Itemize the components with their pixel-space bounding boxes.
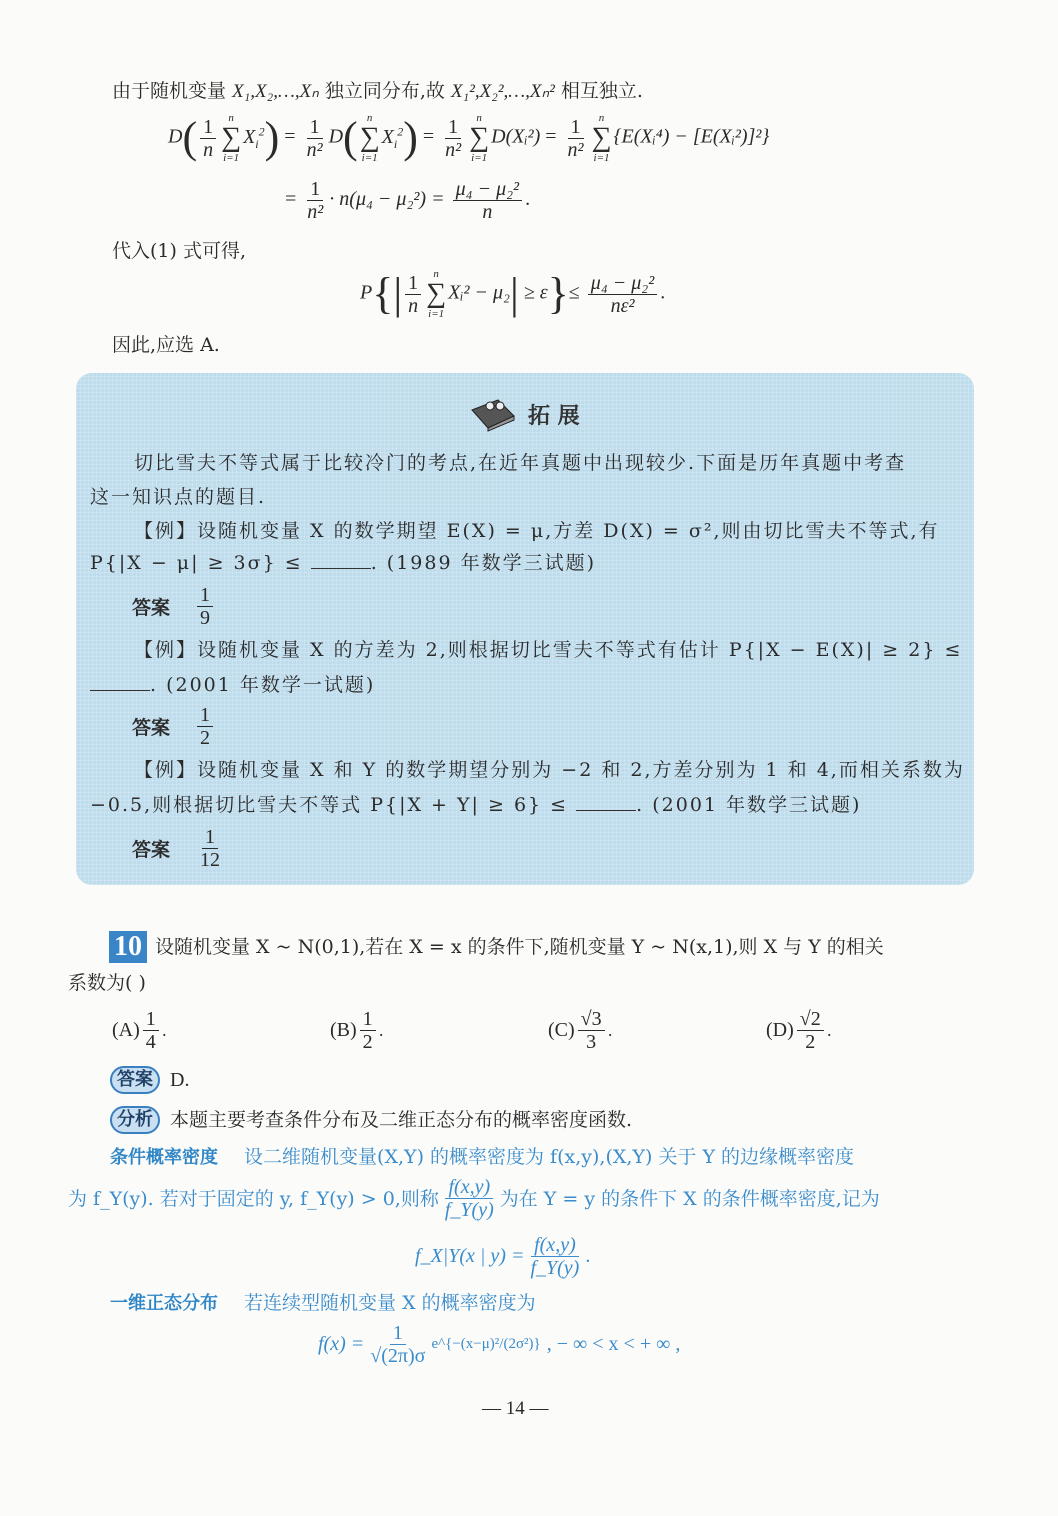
math-sq-vars: X₁²,X₂²,…,Xₙ² xyxy=(450,81,555,102)
text: 为 f_Y(y). 若对于固定的 y, f_Y(y) > 0,则称 xyxy=(68,1187,439,1210)
option-label: (C) xyxy=(548,1019,575,1041)
question-text-line1: 设随机变量 X ~ N(0,1),若在 X = x 的条件下,随机变量 Y ~ N(x,1),则 X 与 Y 的相关 xyxy=(155,936,884,958)
frac-den: 2 xyxy=(805,1031,816,1053)
option-b[interactable]: (B) $\frac{1}{2}$ . xyxy=(330,1008,384,1053)
page-number: — 14 — xyxy=(482,1398,549,1419)
example-3-answer xyxy=(132,826,226,871)
frac-den: f_Y(y) xyxy=(530,1257,580,1279)
text: 设二维随机变量(X,Y) 的概率密度为 f(x,y),(X,Y) 关于 Y 的边缘概率密度 xyxy=(244,1146,855,1168)
answer-row xyxy=(110,1066,189,1094)
example-2-line1: 【例】设随机变量 X 的方差为 2,则根据切比雪夫不等式有估计 P{|X − E(X)| ≥ 2} ≤ xyxy=(134,639,963,661)
question-text-line2: 系数为( ) xyxy=(68,972,146,994)
text: −0.5,则根据切比雪夫不等式 P{|X + Y| ≥ 6} ≤ xyxy=(90,794,569,816)
answer-options xyxy=(112,1008,872,1053)
frac-num: √2 xyxy=(797,1008,824,1031)
text: 若连续型随机变量 X 的概率密度为 xyxy=(244,1292,536,1314)
frac-num: f(x,y) xyxy=(445,1176,493,1199)
text: 独立同分布,故 xyxy=(324,80,445,102)
math-term: ≥ ε xyxy=(523,281,548,304)
answer-blank xyxy=(576,790,636,811)
frac-den: nε² xyxy=(610,294,635,317)
frac-num: 1 xyxy=(360,1008,376,1031)
example-1-line2 xyxy=(90,548,596,576)
answer-blank xyxy=(311,548,371,569)
math-term: f(x) = xyxy=(318,1333,365,1355)
math-term: f_X|Y(x | y) = xyxy=(415,1245,525,1267)
answer-label: 答案 xyxy=(132,839,171,861)
expand-intro-line2: 这一知识点的题目. xyxy=(90,486,267,508)
le-sign: ≤ xyxy=(568,281,580,304)
example-2-line2 xyxy=(90,670,375,698)
substitute-line: 代入(1) 式可得, xyxy=(112,240,246,262)
frac-num: μ₄ − μ₂² xyxy=(453,178,522,201)
frac-num: 1 xyxy=(197,704,213,727)
math-vars: X₁,X₂,…,Xₙ xyxy=(232,81,319,102)
frac-den: f_Y(y) xyxy=(444,1199,494,1221)
math-term: {E(Xᵢ⁴) − [E(Xᵢ²)]²} xyxy=(613,125,770,148)
analysis-row xyxy=(110,1106,632,1134)
text: P{|X − μ| ≥ 3σ} ≤ xyxy=(90,552,303,574)
cond-density-formula: f_X|Y(x | y) = $\frac{f(x,y)}{f\_Y(y)}$ . xyxy=(415,1234,591,1279)
option-label: (A) xyxy=(112,1019,140,1041)
math-d: D xyxy=(168,125,183,148)
expand-intro-line1: 切比雪夫不等式属于比较冷门的考点,在近年真题中出现较少.下面是历年真题中考查 xyxy=(134,452,907,474)
frac-num: 1 xyxy=(143,1008,159,1031)
frac-num: 1 xyxy=(197,584,213,607)
conclusion-line: 因此,应选 A. xyxy=(112,334,220,356)
cond-density-title: 条件概率密度 xyxy=(110,1147,218,1168)
analysis-text: 本题主要考查条件分布及二维正态分布的概率密度函数. xyxy=(170,1109,633,1131)
text: 相互独立. xyxy=(560,80,643,102)
range: , − ∞ < x < + ∞ , xyxy=(546,1333,681,1355)
frac-num: 1 xyxy=(390,1322,406,1345)
math-p: P xyxy=(360,281,373,304)
example-1-line1: 【例】设随机变量 X 的数学期望 E(X) = μ,方差 D(X) = σ²,则由切比雪夫不等式,有 xyxy=(134,520,940,542)
frac-num: f(x,y) xyxy=(531,1234,579,1257)
answer-value: D. xyxy=(170,1068,190,1091)
frac-den: 4 xyxy=(145,1031,156,1053)
exponent: e^{−(x−μ)²/(2σ²)} xyxy=(431,1336,541,1352)
frac-den: √(2π)σ xyxy=(370,1345,426,1367)
equals: = xyxy=(284,125,296,148)
variance-equation-line1: D( $\frac{1}{n}$ n ∑ i=1 $X_i^2$) = $\frac{1}{\text{n²}}$ D( n ∑ i=1 $X_i^2$) = $\frac{1}{\text{n²}}$ n ∑ i=1 D(Xᵢ²) = $\frac{1}{\text{n²}}$ n ∑ i=1 {E(Xᵢ⁴) − [E(Xᵢ²)]²} xyxy=(168,112,770,164)
expand-header xyxy=(468,396,580,432)
example-1-answer xyxy=(132,584,216,629)
frac-den: n xyxy=(482,201,493,223)
answer-blank xyxy=(90,670,150,691)
option-a[interactable]: (A) $\frac{1}{4}$ . xyxy=(112,1008,167,1053)
normal-dist-line xyxy=(110,1290,536,1317)
frac-den: 12 xyxy=(200,849,221,871)
frac-den: 3 xyxy=(586,1031,597,1053)
text: 由于随机变量 xyxy=(112,80,227,102)
text: . (2001 年数学一试题) xyxy=(150,674,376,696)
text: 为在 Y = y 的条件下 X 的条件概率密度,记为 xyxy=(499,1187,880,1210)
math-term: D(Xᵢ²) xyxy=(491,125,541,148)
frac-num: √3 xyxy=(578,1008,605,1031)
frac-den: 2 xyxy=(200,727,211,749)
expand-title: 拓 展 xyxy=(528,403,580,429)
answer-tag: 答案 xyxy=(110,1066,160,1094)
cond-density-line1 xyxy=(110,1144,854,1171)
book-glasses-icon xyxy=(468,396,518,432)
math-d: D xyxy=(328,125,344,148)
option-label: (D) xyxy=(766,1019,794,1041)
answer-label: 答案 xyxy=(132,597,171,619)
option-label: (B) xyxy=(330,1019,357,1041)
normal-density-formula xyxy=(318,1322,680,1367)
text: . (1989 年数学三试题) xyxy=(370,552,597,574)
option-d[interactable]: (D) $\frac{√2}{2}$ . xyxy=(766,1008,832,1053)
frac-num: μ₄ − μ₂² xyxy=(588,272,657,295)
question-number-badge: 10 xyxy=(109,931,147,963)
example-2-answer xyxy=(132,704,216,749)
chebyshev-inequality: P{| $\frac{1}{n}$ n ∑ i=1 Xᵢ² − μ₂| ≥ ε}≤ $\frac{\text{μ₄ − μ₂²}}{\text{nε²}}$ . xyxy=(360,268,666,320)
frac-num: 1 xyxy=(202,826,218,849)
frac-den: 2 xyxy=(362,1031,373,1053)
option-c[interactable]: (C) $\frac{√3}{3}$ . xyxy=(548,1008,613,1053)
text: . (2001 年数学三试题) xyxy=(636,794,862,816)
analysis-tag: 分析 xyxy=(110,1106,160,1134)
example-3-line1: 【例】设随机变量 X 和 Y 的数学期望分别为 −2 和 2,方差分别为 1 和 4,而相关系数为 xyxy=(134,759,965,781)
answer-label: 答案 xyxy=(132,717,171,739)
example-3-line2 xyxy=(90,790,861,818)
normal-dist-title: 一维正态分布 xyxy=(110,1293,218,1314)
frac-den: 9 xyxy=(200,607,211,629)
proof-intro-line xyxy=(112,78,643,105)
math-term: · n(μ₄ − μ₂²) = xyxy=(329,188,445,211)
math-term: Xᵢ² − μ₂ xyxy=(448,281,510,304)
variance-equation-line2: = $\frac{1}{\text{n²}}$ · n(μ₄ − μ₂²) = $\frac{\text{μ₄ − μ₂²}}{n}$ . xyxy=(285,178,531,223)
cond-density-line2 xyxy=(68,1176,880,1221)
